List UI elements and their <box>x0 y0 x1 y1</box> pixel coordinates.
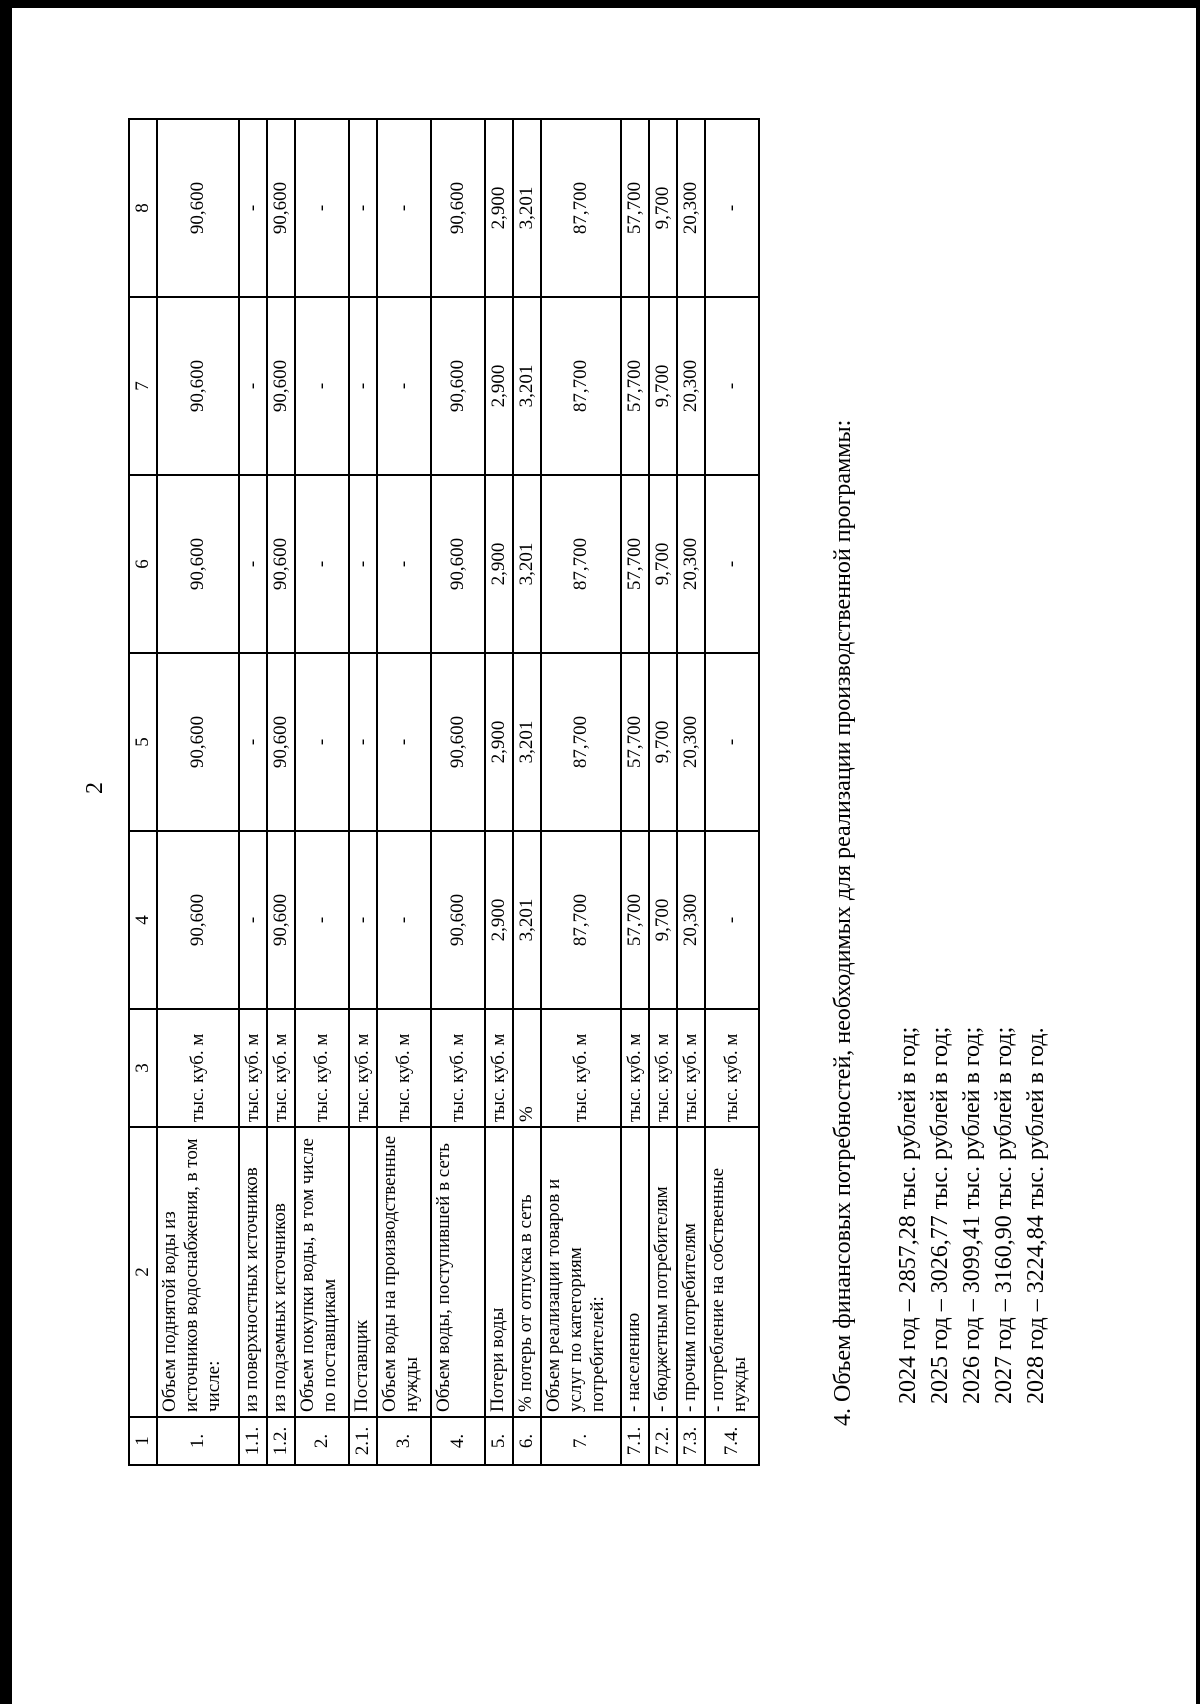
value-cell: 9,700 <box>649 475 677 653</box>
value-cell: - <box>705 831 759 1009</box>
row-number-cell: 7. <box>541 1417 621 1465</box>
value-cell: 57,700 <box>621 297 649 475</box>
value-cell: 57,700 <box>621 119 649 297</box>
row-number-cell: 1.1. <box>239 1417 267 1465</box>
value-cell: 2,900 <box>485 653 513 831</box>
indicator-name-cell: % потерь от отпуска в сеть <box>513 1127 541 1417</box>
value-cell: - <box>705 119 759 297</box>
financial-need-line: 2025 год – 3026,77 тыс. рублей в год; <box>927 1026 953 1404</box>
table-row <box>621 119 649 1465</box>
value-cell: - <box>349 119 377 297</box>
table-row <box>677 119 705 1465</box>
value-cell: 57,700 <box>621 653 649 831</box>
unit-cell: тыс. куб. м <box>431 1009 485 1127</box>
table-row <box>267 119 295 1465</box>
unit-cell: тыс. куб. м <box>621 1009 649 1127</box>
value-cell: 20,300 <box>677 119 705 297</box>
value-cell: 2,900 <box>485 831 513 1009</box>
value-cell: - <box>349 475 377 653</box>
unit-cell: тыс. куб. м <box>541 1009 621 1127</box>
value-cell: 9,700 <box>649 653 677 831</box>
page-number: 2 <box>82 782 108 794</box>
value-cell: - <box>705 653 759 831</box>
unit-cell: тыс. куб. м <box>485 1009 513 1127</box>
value-cell: - <box>239 119 267 297</box>
row-number-cell: 6. <box>513 1417 541 1465</box>
value-cell: 90,600 <box>267 119 295 297</box>
row-number-cell: 2.1. <box>349 1417 377 1465</box>
row-number-cell: 4. <box>431 1417 485 1465</box>
value-cell: - <box>295 297 349 475</box>
table-row <box>431 119 485 1465</box>
value-cell: 90,600 <box>157 653 239 831</box>
indicator-name-cell: из подземных источников <box>267 1127 295 1417</box>
unit-cell: тыс. куб. м <box>267 1009 295 1127</box>
value-cell: - <box>349 297 377 475</box>
production-program-table <box>128 118 760 1466</box>
value-cell: - <box>295 653 349 831</box>
value-cell: 2,900 <box>485 119 513 297</box>
value-cell: 20,300 <box>677 475 705 653</box>
unit-cell: % <box>513 1009 541 1127</box>
value-cell: 20,300 <box>677 831 705 1009</box>
table-row <box>705 119 759 1465</box>
section-4-heading: 4. Объем финансовых потребностей, необходимых для реализации производственной программы: <box>830 419 856 1426</box>
value-cell: - <box>377 119 431 297</box>
value-cell: 3,201 <box>513 119 541 297</box>
value-cell: 90,600 <box>431 297 485 475</box>
table-row <box>513 119 541 1465</box>
indicator-name-cell: Объем воды на производственные нужды <box>377 1127 431 1417</box>
value-cell: - <box>295 475 349 653</box>
financial-need-line: 2026 год – 3099,41 тыс. рублей в год; <box>959 1026 985 1404</box>
value-cell: 2,900 <box>485 475 513 653</box>
value-cell: 90,600 <box>431 119 485 297</box>
document-page <box>12 8 1196 1704</box>
value-cell: - <box>377 831 431 1009</box>
row-number-cell: 7.4. <box>705 1417 759 1465</box>
indicator-name-cell: Поставщик <box>349 1127 377 1417</box>
value-cell: 3,201 <box>513 475 541 653</box>
table-row <box>349 119 377 1465</box>
value-cell: 2,900 <box>485 297 513 475</box>
value-cell: 9,700 <box>649 119 677 297</box>
indicator-name-cell: Объем реализации товаров и услуг по категориям потребителей: <box>541 1127 621 1417</box>
value-cell: 90,600 <box>157 119 239 297</box>
unit-cell: тыс. куб. м <box>377 1009 431 1127</box>
value-cell: 87,700 <box>541 475 621 653</box>
value-cell: 87,700 <box>541 653 621 831</box>
indicator-name-cell: из поверхностных источников <box>239 1127 267 1417</box>
unit-cell: тыс. куб. м <box>349 1009 377 1127</box>
value-cell: 90,600 <box>431 475 485 653</box>
financial-needs-list <box>892 1027 1052 1404</box>
table-row <box>157 119 239 1465</box>
row-number-cell: 7.1. <box>621 1417 649 1465</box>
row-number-cell: 1.2. <box>267 1417 295 1465</box>
value-cell: 90,600 <box>267 653 295 831</box>
unit-cell: тыс. куб. м <box>677 1009 705 1127</box>
value-cell: - <box>705 475 759 653</box>
indicator-name-cell: Потери воды <box>485 1127 513 1417</box>
unit-cell: тыс. куб. м <box>705 1009 759 1127</box>
financial-need-line: 2027 год – 3160,90 тыс. рублей в год; <box>991 1026 1017 1404</box>
row-number-cell: 7.2. <box>649 1417 677 1465</box>
value-cell: - <box>239 831 267 1009</box>
row-number-cell: 3. <box>377 1417 431 1465</box>
table-row <box>649 119 677 1465</box>
value-cell: - <box>377 653 431 831</box>
value-cell: 90,600 <box>157 831 239 1009</box>
indicator-name-cell: Объем покупки воды, в том числе по поставщикам <box>295 1127 349 1417</box>
value-cell: 90,600 <box>157 475 239 653</box>
value-cell: - <box>295 119 349 297</box>
table-row <box>485 119 513 1465</box>
column-header: 2 <box>129 1127 157 1417</box>
value-cell: - <box>349 653 377 831</box>
column-header: 1 <box>129 1417 157 1465</box>
indicator-name-cell: Объем воды, поступившей в сеть <box>431 1127 485 1417</box>
value-cell: 90,600 <box>431 831 485 1009</box>
indicator-name-cell: - населению <box>621 1127 649 1417</box>
financial-need-line: 2028 год – 3224,84 тыс. рублей в год. <box>1023 1027 1049 1404</box>
row-number-cell: 5. <box>485 1417 513 1465</box>
row-number-cell: 2. <box>295 1417 349 1465</box>
value-cell: 90,600 <box>431 653 485 831</box>
column-header: 5 <box>129 653 157 831</box>
value-cell: - <box>377 297 431 475</box>
column-header: 4 <box>129 831 157 1009</box>
value-cell: 9,700 <box>649 831 677 1009</box>
value-cell: 20,300 <box>677 297 705 475</box>
value-cell: - <box>239 653 267 831</box>
column-header: 6 <box>129 475 157 653</box>
column-header: 3 <box>129 1009 157 1127</box>
unit-cell: тыс. куб. м <box>157 1009 239 1127</box>
value-cell: 3,201 <box>513 831 541 1009</box>
value-cell: 90,600 <box>267 297 295 475</box>
indicator-name-cell: - потребление на собственные нужды <box>705 1127 759 1417</box>
indicator-name-cell: - прочим потребителям <box>677 1127 705 1417</box>
value-cell: - <box>705 297 759 475</box>
table-row <box>295 119 349 1465</box>
rotated-page-content <box>12 8 1196 1704</box>
value-cell: 9,700 <box>649 297 677 475</box>
value-cell: 3,201 <box>513 653 541 831</box>
column-header: 7 <box>129 297 157 475</box>
value-cell: - <box>295 831 349 1009</box>
indicator-name-cell: - бюджетным потребителям <box>649 1127 677 1417</box>
table-row <box>239 119 267 1465</box>
value-cell: 20,300 <box>677 653 705 831</box>
value-cell: 87,700 <box>541 297 621 475</box>
value-cell: - <box>377 475 431 653</box>
table-row <box>377 119 431 1465</box>
table-row <box>541 119 621 1465</box>
value-cell: - <box>239 297 267 475</box>
value-cell: 3,201 <box>513 297 541 475</box>
value-cell: 87,700 <box>541 831 621 1009</box>
indicator-name-cell: Объем поднятой воды из источников водоснабжения, в том числе: <box>157 1127 239 1417</box>
value-cell: - <box>239 475 267 653</box>
value-cell: 90,600 <box>267 475 295 653</box>
unit-cell: тыс. куб. м <box>649 1009 677 1127</box>
value-cell: 90,600 <box>267 831 295 1009</box>
value-cell: 57,700 <box>621 475 649 653</box>
row-number-cell: 7.3. <box>677 1417 705 1465</box>
value-cell: 90,600 <box>157 297 239 475</box>
unit-cell: тыс. куб. м <box>239 1009 267 1127</box>
table-header-row <box>129 119 157 1465</box>
row-number-cell: 1. <box>157 1417 239 1465</box>
unit-cell: тыс. куб. м <box>295 1009 349 1127</box>
value-cell: 57,700 <box>621 831 649 1009</box>
column-header: 8 <box>129 119 157 297</box>
value-cell: 87,700 <box>541 119 621 297</box>
financial-need-line: 2024 год – 2857,28 тыс. рублей в год; <box>895 1026 921 1404</box>
value-cell: - <box>349 831 377 1009</box>
